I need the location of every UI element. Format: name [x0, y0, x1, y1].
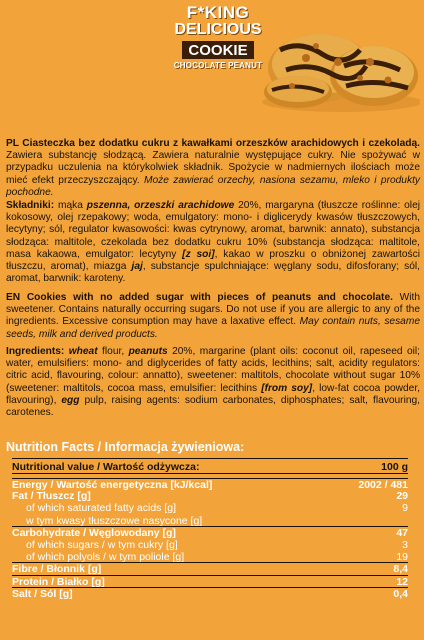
nutrient-name: Protein / Białko [g]	[12, 575, 105, 588]
nutrition-table	[12, 458, 408, 600]
pl-allergen: jaj	[131, 261, 143, 273]
nutrition-title: Nutrition Facts / Informacja żywieniowa:	[6, 440, 245, 454]
nutrient-name: Fibre / Błonnik [g]	[12, 563, 102, 576]
pl-ing-text: 20%, margaryna (tłuszcze roślinne: olej kokosowy, olej rzepakowy; woda, emulgatory: mono- i diglicerydy kwasów tłuszczowych, lecytyny; sól, regulator kwasowości: kwas cytrynowy, aromat, barwnik: annato), substancja słodząca: maltitole, czekolada bez dodatku cukru 10% (substancja słodząca: maltitole, masa kakaowa, emulgator: lecytyny	[6, 200, 420, 260]
nutrition-row	[12, 588, 408, 600]
en-allergen: peanuts	[128, 346, 168, 357]
en-description	[6, 292, 420, 341]
pl-ingredients-label: Składniki:	[6, 200, 55, 211]
nutrient-value: 19	[396, 551, 408, 564]
nutrition-row	[12, 539, 408, 551]
product-header	[0, 0, 424, 118]
nutrition-row	[12, 502, 408, 514]
nutrition-row	[12, 478, 408, 490]
nutrient-value: 12	[396, 575, 408, 588]
pl-ing-text: , kakao w proszku o obniżonej zawartości tłuszczu, aromat), miazga	[6, 248, 420, 273]
nutrient-name: Energy / Wartość energetyczna [kJ/kcal]	[12, 479, 213, 491]
pl-description	[6, 138, 420, 199]
en-allergen: [from soy]	[261, 382, 313, 394]
logo-flavor: CHOCOLATE PEANUT	[173, 61, 263, 70]
nutrition-row	[12, 563, 408, 575]
pl-description-text: Zawiera substancję słodzącą. Zawiera naturalnie występujące cukry. Nie spożywać w przypadku uczulenia na którykolwiek składnik. Spożycie w nadmiernych ilościach może mieć efekt przeczyszczający.	[6, 150, 420, 186]
en-ingredients	[6, 346, 420, 419]
nutrient-name: of which polyols / w tym poliole [g]	[26, 551, 185, 564]
nutrient-name: of which sugars / w tym cukry [g]	[26, 538, 178, 551]
en-description-text: With sweetener. Contains naturally occurring sugars. Do not use if you are allergic to any of the ingredients. Excessive consumption may have a laxative effect.	[6, 292, 420, 328]
logo-line-2: DELICIOUS	[174, 21, 262, 38]
en-ing-text: 20%, margarine (plant oils: coconut oil, rapeseed oil; water, emulsifiers: mono- and diglycerides of fatty acids, lecithins; salt, acidity regulators: citric acid, flavouring, colour: annatto), sweetener: maltitols, chocolate without sugar 10% (sweetener: maltitols, cocoa mass, emulsifier: lecithins	[6, 346, 420, 394]
en-product-name: EN Cookies with no added sugar with pieces of peanuts and chocolate.	[6, 292, 393, 303]
pl-ing-text: mąka	[54, 200, 87, 211]
nutrition-row	[12, 527, 408, 539]
nutrient-value: 47	[396, 526, 408, 539]
nutrition-row	[12, 515, 408, 527]
nutrient-value: 8,4	[393, 563, 408, 576]
nutrient-name: of which saturated fatty acids [g]	[26, 502, 176, 515]
en-ing-text: , low-fat cocoa powder, flavouring),	[6, 382, 420, 406]
nutrient-value: 0,4	[393, 587, 408, 600]
pl-product-name: PL Ciasteczka bez dodatku cukru z kawałkami orzeszków arachidowych i czekoladą.	[6, 138, 420, 149]
nutrition-header-row	[12, 458, 408, 474]
en-allergen: wheat	[64, 346, 98, 357]
en-allergen-note: May contain nuts, sesame seeds, milk and derived products.	[6, 316, 420, 340]
nutrient-name: Fat / Tłuszcz [g]	[12, 490, 91, 503]
nutrition-header-label: Nutritional value / Wartość odżywcza:	[12, 461, 200, 473]
nutrition-rows	[12, 478, 408, 600]
nutrient-value: 29	[396, 490, 408, 503]
nutrient-name: Salt / Sól [g]	[12, 587, 73, 600]
en-ing-text: flour,	[97, 346, 129, 357]
nutrient-value: 2002 / 481	[358, 479, 408, 491]
pl-allergen: [z soi]	[182, 248, 215, 260]
logo-line-1: F*KING	[186, 3, 250, 22]
en-ing-text: pulp, raising agents: sodium carbonates, diphosphates; salt, flavouring, carotenes.	[6, 394, 420, 419]
nutrition-row	[12, 551, 408, 563]
en-allergen: egg	[61, 394, 80, 406]
nutrition-header-value: 100 g	[381, 461, 408, 473]
en-ingredients-label: Ingredients:	[6, 346, 65, 357]
cookies-image	[250, 10, 420, 114]
nutrient-value: 9	[402, 502, 408, 515]
nutrient-value: 3	[402, 538, 408, 551]
nutrient-name: w tym kwasy tłuszczowe nasycone [g]	[26, 514, 203, 527]
logo-cookie-badge: COOKIE	[182, 41, 253, 59]
nutrient-name: Carbohydrate / Węglowodany [g]	[12, 526, 176, 539]
pl-ingredients	[6, 200, 420, 285]
nutrition-row	[12, 576, 408, 588]
pl-ing-text: , substancje spulchniające: węglany sodu, difosforany; sól, aromat, barwnik: karoteny.	[6, 261, 420, 285]
pl-allergen: pszenna, orzeszki arachidowe	[86, 200, 235, 211]
nutrition-row	[12, 490, 408, 502]
pl-allergen-note: Może zawierać orzechy, nasiona sezamu, mleko i produkty pochodne.	[6, 174, 420, 198]
